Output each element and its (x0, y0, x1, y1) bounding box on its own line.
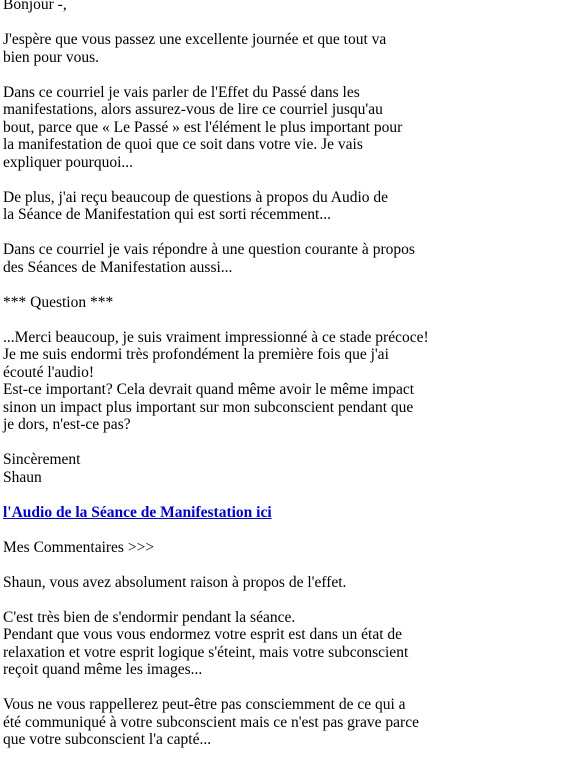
question-line: ...Merci beaucoup, je suis vraiment impressionné à ce stade précoce! (3, 328, 429, 346)
question-line: sinon un impact plus important sur mon subconscient pendant que (3, 398, 414, 416)
question-heading: *** Question *** (3, 293, 114, 311)
question-line: écouté l'audio! (3, 363, 95, 381)
paragraph-subconscious-line: Vous ne vous rappellerez peut-être pas consciemment de ce qui a (3, 696, 406, 713)
spacer (3, 679, 573, 697)
audio-session-link[interactable]: l'Audio de la Séance de Manifestation ici (3, 503, 272, 521)
paragraph-past-effect-line: la manifestation de quoi que ce soit dans votre vie. Je vais (3, 136, 363, 153)
paragraph-questions-line: De plus, j'ai reçu beaucoup de questions à propos du Audio de (3, 188, 389, 206)
paragraph-answer-intro-line: Dans ce courriel je vais répondre à une question courante à propos (3, 241, 415, 258)
paragraph-intro-line: J'espère que vous passez une excellente journée et que tout va (3, 31, 387, 48)
paragraph-subconscious-line: été communiqué à votre subconscient mais ce n'est pas grave parce (3, 713, 419, 731)
paragraph-effect-reply: Shaun, vous avez absolument raison à propos de l'effet. (3, 573, 347, 591)
paragraph-past-effect-line: bout, parce que « Le Passé » est l'élément le plus important pour (3, 118, 403, 136)
spacer (3, 66, 573, 84)
paragraph-intro-line: bien pour vous. (3, 48, 100, 66)
paragraph-questions-line: la Séance de Manifestation qui est sorti récemment... (3, 206, 331, 223)
spacer (3, 434, 573, 452)
paragraph-answer-intro-line: des Séances de Manifestation aussi... (3, 258, 233, 276)
paragraph-past-effect-line: expliquer pourquoi... (3, 153, 134, 171)
spacer (3, 276, 573, 294)
spacer (3, 311, 573, 329)
paragraph-sleep-line: C'est très bien de s'endormir pendant la séance. (3, 608, 296, 626)
paragraph-past-effect-line: Dans ce courriel je vais parler de l'Effet du Passé dans les (3, 83, 360, 101)
email-body (3, 0, 573, 749)
spacer (3, 556, 573, 574)
question-line: je dors, n'est-ce pas? (3, 416, 131, 433)
question-line: Est-ce important? Cela devrait quand même avoir le même impact (3, 381, 415, 398)
question-line: Je me suis endormi très profondément la première fois que j'ai (3, 346, 389, 363)
signoff-name: Shaun (3, 468, 42, 486)
paragraph-sleep-line: Pendant que vous vous endormez votre esprit est dans un état de (3, 626, 403, 643)
spacer (3, 171, 573, 189)
spacer (3, 486, 573, 504)
spacer (3, 591, 573, 609)
signoff-line: Sincèrement (3, 451, 81, 468)
paragraph-past-effect-line: manifestations, alors assurez-vous de lire ce courriel jusqu'au (3, 101, 383, 118)
greeting: Bonjour -, (3, 0, 67, 13)
paragraph-sleep-line: reçoit quand même les images... (3, 661, 203, 678)
spacer (3, 14, 573, 32)
spacer (3, 224, 573, 242)
paragraph-subconscious-line: que votre subconscient l'a capté... (3, 731, 212, 748)
comments-heading: Mes Commentaires >>> (3, 538, 155, 556)
spacer (3, 521, 573, 539)
paragraph-sleep-line: relaxation et votre esprit logique s'éteint, mais votre subconscient (3, 643, 409, 661)
